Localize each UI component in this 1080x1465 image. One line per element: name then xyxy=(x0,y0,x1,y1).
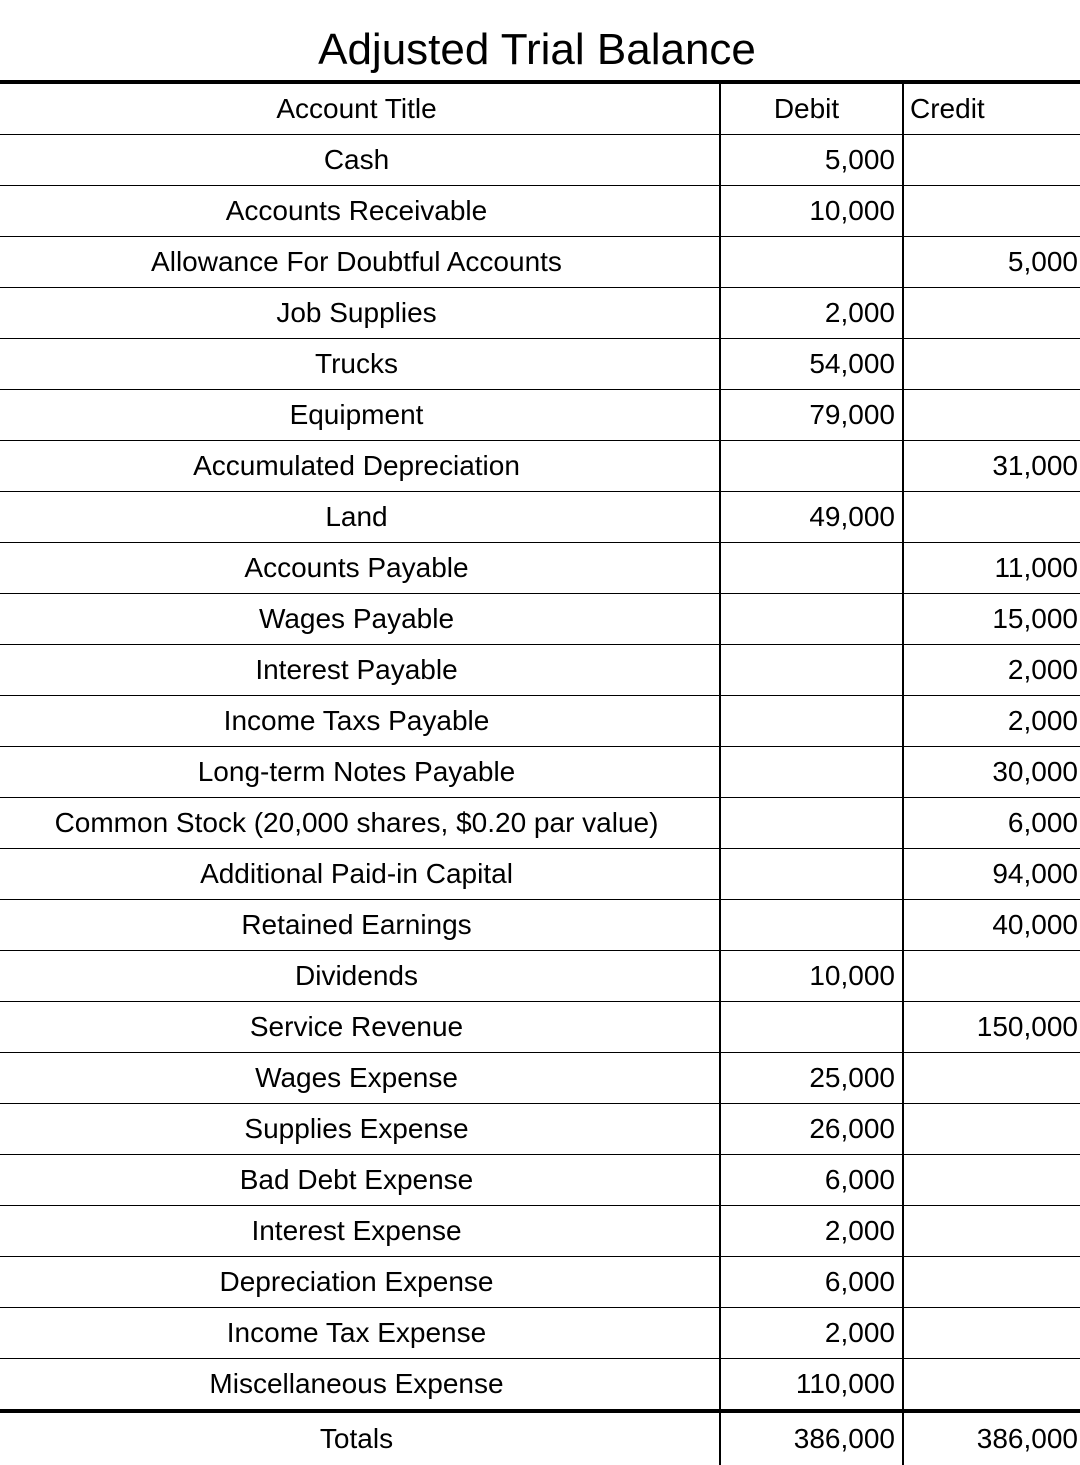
credit-cell: 11,000 xyxy=(903,543,1080,594)
account-title-cell: Depreciation Expense xyxy=(0,1257,720,1308)
account-title-cell: Income Taxs Payable xyxy=(0,696,720,747)
table-row xyxy=(0,492,1080,543)
credit-cell: 6,000 xyxy=(903,798,1080,849)
table-row xyxy=(0,390,1080,441)
credit-cell xyxy=(903,1257,1080,1308)
account-title-cell: Bad Debt Expense xyxy=(0,1155,720,1206)
table-row xyxy=(0,339,1080,390)
table-row xyxy=(0,1104,1080,1155)
debit-cell xyxy=(720,696,903,747)
debit-cell: 6,000 xyxy=(720,1155,903,1206)
debit-cell xyxy=(720,798,903,849)
table-row xyxy=(0,237,1080,288)
table-row xyxy=(0,849,1080,900)
table-row xyxy=(0,1002,1080,1053)
credit-cell xyxy=(903,390,1080,441)
table-row xyxy=(0,696,1080,747)
debit-cell: 5,000 xyxy=(720,135,903,186)
debit-cell: 2,000 xyxy=(720,1206,903,1257)
account-title-cell: Supplies Expense xyxy=(0,1104,720,1155)
credit-cell xyxy=(903,492,1080,543)
table-row xyxy=(0,1308,1080,1359)
credit-cell: 31,000 xyxy=(903,441,1080,492)
credit-cell xyxy=(903,288,1080,339)
header-account-title: Account Title xyxy=(0,82,720,135)
account-title-cell: Allowance For Doubtful Accounts xyxy=(0,237,720,288)
account-title-cell: Common Stock (20,000 shares, $0.20 par value) xyxy=(0,798,720,849)
debit-cell: 2,000 xyxy=(720,288,903,339)
table-row xyxy=(0,594,1080,645)
table-row xyxy=(0,747,1080,798)
trial-balance-table xyxy=(0,80,1080,1465)
account-title-cell: Accounts Receivable xyxy=(0,186,720,237)
debit-cell: 6,000 xyxy=(720,1257,903,1308)
debit-cell: 10,000 xyxy=(720,951,903,1002)
table-row xyxy=(0,645,1080,696)
debit-cell xyxy=(720,543,903,594)
credit-cell xyxy=(903,1206,1080,1257)
credit-cell: 30,000 xyxy=(903,747,1080,798)
account-title-cell: Income Tax Expense xyxy=(0,1308,720,1359)
account-title-cell: Service Revenue xyxy=(0,1002,720,1053)
credit-cell: 40,000 xyxy=(903,900,1080,951)
credit-cell: 2,000 xyxy=(903,696,1080,747)
debit-cell: 54,000 xyxy=(720,339,903,390)
credit-cell: 5,000 xyxy=(903,237,1080,288)
account-title-cell: Trucks xyxy=(0,339,720,390)
debit-cell xyxy=(720,237,903,288)
table-row xyxy=(0,543,1080,594)
debit-cell xyxy=(720,849,903,900)
account-title-cell: Accounts Payable xyxy=(0,543,720,594)
debit-cell: 25,000 xyxy=(720,1053,903,1104)
credit-cell xyxy=(903,186,1080,237)
account-title-cell: Land xyxy=(0,492,720,543)
account-title-cell: Miscellaneous Expense xyxy=(0,1359,720,1412)
credit-cell xyxy=(903,1359,1080,1412)
account-title-cell: Retained Earnings xyxy=(0,900,720,951)
table-row xyxy=(0,798,1080,849)
credit-cell xyxy=(903,1053,1080,1104)
credit-cell xyxy=(903,339,1080,390)
debit-cell xyxy=(720,441,903,492)
table-row xyxy=(0,288,1080,339)
totals-debit: 386,000 xyxy=(720,1411,903,1465)
credit-cell xyxy=(903,135,1080,186)
account-title-cell: Job Supplies xyxy=(0,288,720,339)
page-title-text: Adjusted Trial Balance xyxy=(318,25,756,74)
debit-cell xyxy=(720,1002,903,1053)
credit-cell: 150,000 xyxy=(903,1002,1080,1053)
debit-cell: 49,000 xyxy=(720,492,903,543)
credit-cell xyxy=(903,951,1080,1002)
credit-cell: 15,000 xyxy=(903,594,1080,645)
header-row xyxy=(0,82,1080,135)
table-row xyxy=(0,1206,1080,1257)
account-title-cell: Equipment xyxy=(0,390,720,441)
credit-cell: 2,000 xyxy=(903,645,1080,696)
debit-cell: 79,000 xyxy=(720,390,903,441)
account-title-cell: Wages Payable xyxy=(0,594,720,645)
account-title-cell: Long-term Notes Payable xyxy=(0,747,720,798)
trial-balance-body xyxy=(0,82,1080,1465)
table-row xyxy=(0,186,1080,237)
table-row xyxy=(0,1155,1080,1206)
debit-cell xyxy=(720,645,903,696)
page-title xyxy=(0,0,1080,80)
credit-cell xyxy=(903,1308,1080,1359)
header-debit: Debit xyxy=(720,82,903,135)
table-row xyxy=(0,441,1080,492)
account-title-cell: Dividends xyxy=(0,951,720,1002)
debit-cell xyxy=(720,900,903,951)
header-credit: Credit xyxy=(903,82,1080,135)
account-title-cell: Cash xyxy=(0,135,720,186)
debit-cell: 2,000 xyxy=(720,1308,903,1359)
totals-label: Totals xyxy=(319,1423,394,1454)
debit-cell: 110,000 xyxy=(720,1359,903,1412)
table-row xyxy=(0,135,1080,186)
table-row xyxy=(0,1359,1080,1412)
table-row xyxy=(0,1257,1080,1308)
table-row xyxy=(0,900,1080,951)
credit-cell xyxy=(903,1104,1080,1155)
table-row xyxy=(0,1053,1080,1104)
totals-credit: 386,000 xyxy=(976,1423,1078,1454)
account-title-cell: Accumulated Depreciation xyxy=(0,441,720,492)
debit-cell xyxy=(720,594,903,645)
debit-cell xyxy=(720,747,903,798)
account-title-cell: Wages Expense xyxy=(0,1053,720,1104)
account-title-cell: Additional Paid-in Capital xyxy=(0,849,720,900)
credit-cell: 94,000 xyxy=(903,849,1080,900)
account-title-cell: Interest Payable xyxy=(0,645,720,696)
totals-row xyxy=(0,1411,1080,1465)
credit-cell xyxy=(903,1155,1080,1206)
debit-cell: 26,000 xyxy=(720,1104,903,1155)
debit-cell: 10,000 xyxy=(720,186,903,237)
table-row xyxy=(0,951,1080,1002)
account-title-cell: Interest Expense xyxy=(0,1206,720,1257)
